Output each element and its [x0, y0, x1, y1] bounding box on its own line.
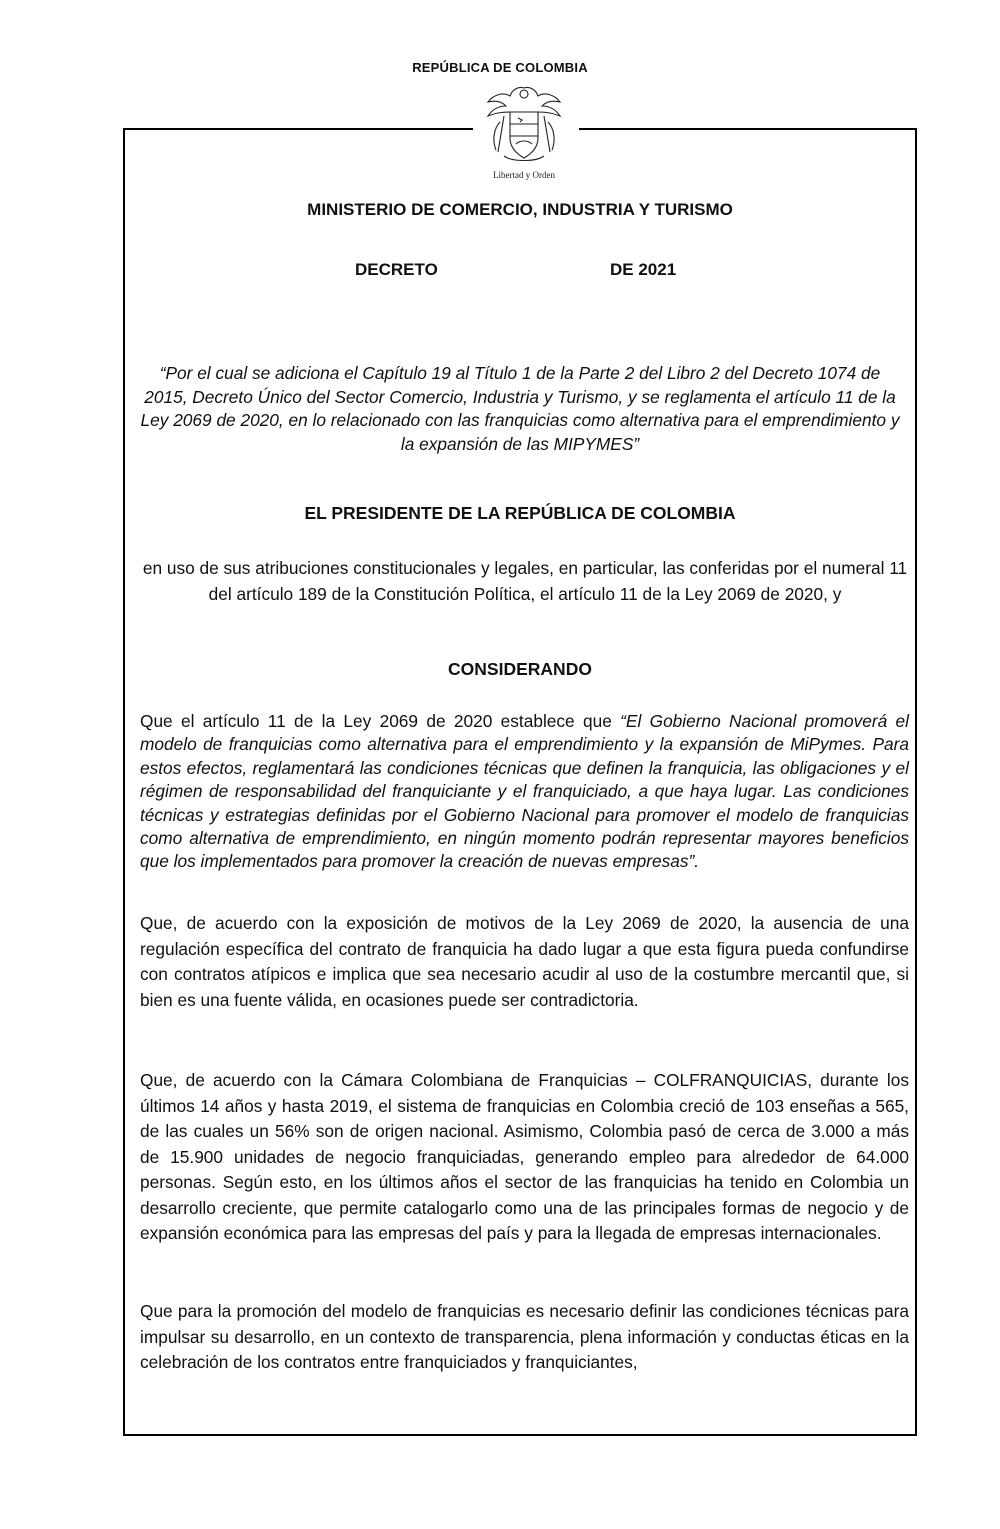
paragraph-1-quote: “El Gobierno Nacional promoverá el modelo de franquicias como alternativa para el emprendimiento y la expansión de MiPymes. Para estos efectos, reglamentará las condiciones técnicas que definen la franquicia, las obligaciones y el régimen de responsabilidad del franquiciante y el franquiciado, a que haya lugar. Las condiciones técnicas y estrategias definidas por el Gobierno Nacional para promover el modelo de franquicias como alternativa de emprendimiento, en ningún momento podrán representar mayores beneficios que los implementados para promover la creación de nuevas empresas”.	[140, 711, 910, 872]
paragraph-1-intro: Que el artículo 11 de la Ley 2069 de 2020 establece que	[140, 711, 621, 731]
decree-year: DE 2021	[610, 260, 677, 279]
considerando-paragraph-3: Que, de acuerdo con la Cámara Colombiana de Franquicias – COLFRANQUICIAS, durante los últimos 14 años y hasta 2019, el sistema de franquicias en Colombia creció de 103 enseñas a 565, de las cuales un 56% son de origen nacional. Asimismo, Colombia pasó de cerca de 3.000 a más de 15.900 unidades de negocio franquiciadas, generando empleo para alrededor de 64.000 personas. Según esto, en los últimos años el sector de las franquicias ha tenido en Colombia un desarrollo creciente, que permite catalogarlo como una de las principales formas de negocio y de expansión económica para las empresas del país y para la llegada de empresas internacionales.	[140, 1070, 909, 1243]
coat-of-arms-seal	[474, 82, 574, 184]
considerando-heading: CONSIDERANDO	[448, 659, 592, 679]
attributions-text: en uso de sus atribuciones constitucionales y legales, en particular, las conferidas por el numeral 11 del artículo 189 de la Constitución Política, el artículo 11 de la Ley 2069 de 2020, y	[142, 558, 908, 604]
republic-header: REPÚBLICA DE COLOMBIA	[412, 60, 588, 75]
president-heading: EL PRESIDENTE DE LA REPÚBLICA DE COLOMBIA	[304, 503, 736, 523]
ministry-title: MINISTERIO DE COMERCIO, INDUSTRIA Y TURISMO	[307, 200, 733, 219]
motto-text: Libertad y Orden	[493, 170, 555, 180]
considerando-paragraph-2: Que, de acuerdo con la exposición de motivos de la Ley 2069 de 2020, la ausencia de una regulación específica del contrato de franquicia ha dado lugar a que esta figura pueda confundirse con contratos atípicos e implica que sea necesario acudir al uso de la costumbre mercantil que, si bien es una fuente válida, en ocasiones puede ser contradictoria.	[140, 913, 909, 1010]
considerando-paragraph-4: Que para la promoción del modelo de franquicias es necesario definir las condiciones técnicas para impulsar su desarrollo, en un contexto de transparencia, plena información y conductas éticas en la celebración de los contratos entre franquiciados y franquiciantes,	[140, 1301, 909, 1372]
decree-label: DECRETO	[355, 260, 438, 279]
decree-epigraph: “Por el cual se adiciona el Capítulo 19 al Título 1 de la Parte 2 del Libro 2 del Decreto 1074 de 2015, Decreto Único del Sector Comercio, Industria y Turismo, y se reglamenta el artículo 11 de la Ley 2069 de 2020, en lo relacionado con las franquicias como alternativa para el emprendimiento y la expansión de las MIPYMES”	[140, 363, 900, 454]
considerando-paragraph-1	[140, 710, 909, 874]
